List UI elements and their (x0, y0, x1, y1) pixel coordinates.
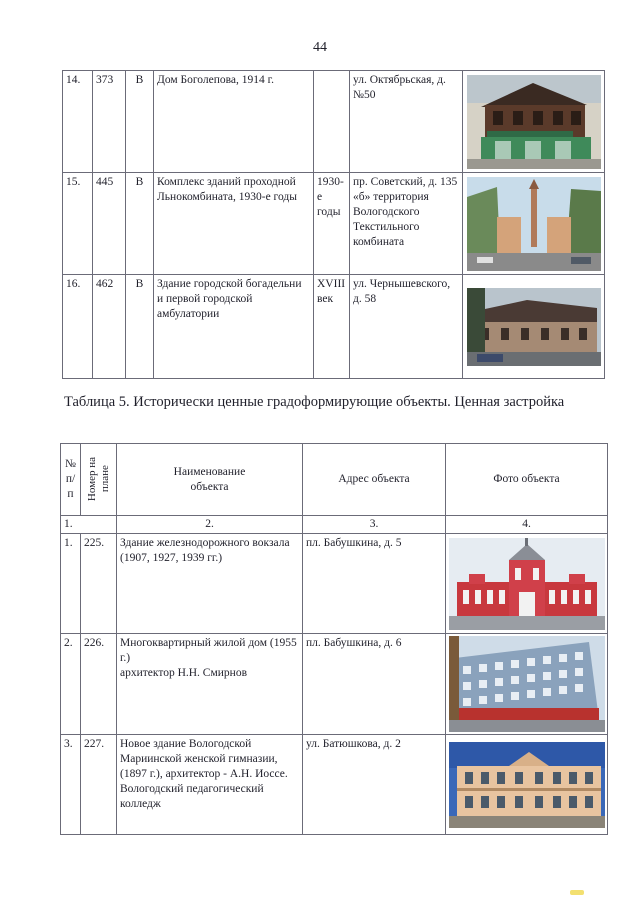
header-address-label: Адрес объекта (338, 473, 410, 485)
page-number: 44 (313, 40, 327, 55)
table-header-row (61, 444, 608, 516)
object-address: пл. Бабушкина, д. 6 (303, 634, 446, 735)
header-name-label: Наименование объекта (173, 465, 246, 493)
object-date: XVIII век (314, 275, 350, 379)
col-number-1: 1. (61, 516, 117, 534)
plan-number: 225. (81, 534, 117, 634)
category: В (126, 275, 154, 379)
header-plan (81, 444, 117, 516)
object-address: ул. Чернышевского, д. 58 (350, 275, 463, 379)
apartment-building-photo (449, 636, 605, 732)
col-number-4: 4. (446, 516, 608, 534)
object-photo (446, 534, 608, 634)
category: В (126, 71, 154, 173)
header-address (303, 444, 446, 516)
column-number-row (61, 516, 608, 534)
row-number: 14. (63, 71, 93, 173)
header-num (61, 444, 81, 516)
wooden-house-photo (467, 75, 601, 169)
plan-number: 462 (93, 275, 126, 379)
table-row (61, 634, 608, 735)
header-photo-label: Фото объекта (493, 473, 560, 485)
category: В (126, 173, 154, 275)
plan-number: 373 (93, 71, 126, 173)
table-row (63, 173, 605, 275)
railway-station-photo (449, 538, 605, 630)
heritage-table-continued (62, 70, 605, 379)
object-photo (446, 634, 608, 735)
row-number: 16. (63, 275, 93, 379)
object-name: Новое здание Вологодской Мариинской женской гимназии, (1897 г.), архитектор - А.Н. Иоссе. Вологодский педагогический колледж (117, 735, 303, 835)
object-photo (446, 735, 608, 835)
table-row (63, 71, 605, 173)
object-date (314, 71, 350, 173)
object-name: Комплекс зданий проходной Льнокомбината, 1930-е годы (154, 173, 314, 275)
table-row (61, 534, 608, 634)
object-date: 1930-е годы (314, 173, 350, 275)
scan-mark (570, 890, 584, 895)
object-address: пр. Советский, д. 135 «б» территория Вологодского Текстильного комбината (350, 173, 463, 275)
object-name: Дом Боголепова, 1914 г. (154, 71, 314, 173)
plan-number: 227. (81, 735, 117, 835)
object-photo (463, 71, 605, 173)
row-number: 1. (61, 534, 81, 634)
object-name: Здание городской богадельни и первой городской амбулатории (154, 275, 314, 379)
almshouse-photo (467, 288, 601, 366)
row-number: 15. (63, 173, 93, 275)
row-number: 2. (61, 634, 81, 735)
plan-number: 445 (93, 173, 126, 275)
factory-gate-photo (467, 177, 601, 271)
header-photo (446, 444, 608, 516)
object-photo (463, 173, 605, 275)
object-address: пл. Бабушкина, д. 5 (303, 534, 446, 634)
header-name (117, 444, 303, 516)
table-row (63, 275, 605, 379)
plan-number: 226. (81, 634, 117, 735)
table-caption: Таблица 5. Исторически ценные градоформирующие объекты. Ценная застройка (64, 394, 565, 410)
object-photo (463, 275, 605, 379)
object-name: Здание железнодорожного вокзала (1907, 1927, 1939 гг.) (117, 534, 303, 634)
valuable-buildings-table (60, 443, 608, 835)
header-plan-label: Номер на плане (85, 457, 111, 502)
object-address: ул. Батюшкова, д. 2 (303, 735, 446, 835)
header-num-label: № п/п (65, 458, 76, 500)
col-number-3: 3. (303, 516, 446, 534)
table-row (61, 735, 608, 835)
object-address: ул. Октябрьская, д. №50 (350, 71, 463, 173)
row-number: 3. (61, 735, 81, 835)
object-name: Многоквартирный жилой дом (1955 г.) архитектор Н.Н. Смирнов (117, 634, 303, 735)
gymnasium-building-photo (449, 742, 605, 828)
col-number-2: 2. (117, 516, 303, 534)
